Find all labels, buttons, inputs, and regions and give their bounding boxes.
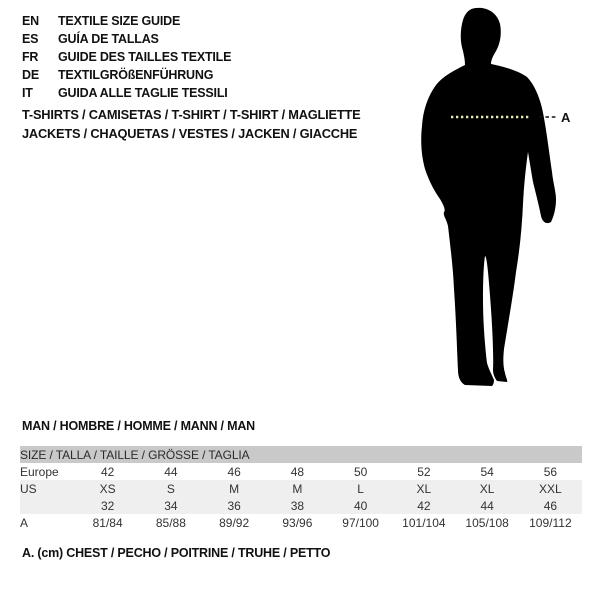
cell: 32 bbox=[100, 498, 115, 513]
cell: 46 bbox=[543, 498, 558, 513]
cell: 101/104 bbox=[402, 515, 446, 530]
measurement-note: A. (cm) CHEST / PECHO / POITRINE / TRUHE / PETTO bbox=[22, 546, 331, 560]
section-heading-man: MAN / HOMBRE / HOMME / MANN / MAN bbox=[22, 419, 255, 433]
cell: 44 bbox=[164, 464, 178, 479]
table-row-us bbox=[20, 480, 582, 497]
language-row-en bbox=[22, 12, 231, 30]
cell: 56 bbox=[543, 464, 558, 479]
language-code: ES bbox=[22, 32, 39, 46]
language-label: TEXTILGRÖßENFÜHRUNG bbox=[58, 68, 214, 82]
table-row-chest-a bbox=[20, 514, 582, 531]
cell: 97/100 bbox=[342, 515, 379, 530]
cell: 38 bbox=[290, 498, 305, 513]
size-section bbox=[20, 419, 582, 531]
cell: 93/96 bbox=[282, 515, 313, 530]
table-row-us-numeric bbox=[20, 497, 582, 514]
row-label: Europe bbox=[20, 464, 59, 479]
cell: 42 bbox=[417, 498, 431, 513]
category-lines bbox=[22, 105, 360, 143]
row-label: A bbox=[20, 515, 29, 530]
language-row-es bbox=[22, 30, 231, 48]
language-label: GUIDE DES TAILLES TEXTILE bbox=[58, 50, 232, 64]
cell: 54 bbox=[480, 464, 494, 479]
cell: 109/112 bbox=[529, 515, 572, 530]
category-line-tshirts: T-SHIRTS / CAMISETAS / T-SHIRT / T-SHIRT / MAGLIETTE bbox=[22, 107, 361, 122]
row-label: US bbox=[20, 481, 37, 496]
cell: 34 bbox=[164, 498, 178, 513]
language-list bbox=[22, 12, 231, 102]
cell: M bbox=[292, 481, 303, 496]
cell: 105/108 bbox=[465, 515, 509, 530]
cell: 36 bbox=[227, 498, 241, 513]
language-label: GUÍA DE TALLAS bbox=[58, 32, 159, 46]
table-row-europe bbox=[20, 463, 582, 480]
row-label bbox=[20, 497, 76, 514]
language-row-it bbox=[22, 84, 231, 102]
man-silhouette bbox=[421, 8, 556, 386]
man-silhouette-figure bbox=[413, 4, 585, 404]
cell: 46 bbox=[227, 464, 241, 479]
size-table bbox=[20, 446, 582, 531]
cell: XL bbox=[479, 481, 495, 496]
language-code: EN bbox=[22, 14, 39, 28]
man-silhouette-svg bbox=[413, 4, 585, 404]
measure-label-a: A bbox=[561, 110, 571, 125]
language-label: TEXTILE SIZE GUIDE bbox=[58, 14, 181, 28]
cell: 81/84 bbox=[92, 515, 123, 530]
language-code: IT bbox=[22, 86, 33, 100]
category-line-jackets: JACKETS / CHAQUETAS / VESTES / JACKEN / GIACCHE bbox=[22, 126, 358, 141]
language-code: FR bbox=[22, 50, 39, 64]
cell: 85/88 bbox=[155, 515, 186, 530]
cell: 42 bbox=[100, 464, 115, 479]
language-row-fr bbox=[22, 48, 231, 66]
cell: 89/92 bbox=[219, 515, 250, 530]
language-code: DE bbox=[22, 68, 39, 82]
cell: 50 bbox=[353, 464, 368, 479]
language-label: GUIDA ALLE TAGLIE TESSILI bbox=[58, 86, 228, 100]
cell: XXL bbox=[539, 481, 562, 496]
cell: M bbox=[229, 481, 240, 496]
cell: 44 bbox=[480, 498, 494, 513]
cell: L bbox=[357, 481, 364, 496]
cell: 40 bbox=[353, 498, 368, 513]
cell: S bbox=[166, 481, 175, 496]
size-table-header: SIZE / TALLA / TAILLE / GRÖSSE / TAGLIA bbox=[20, 446, 582, 463]
language-row-de bbox=[22, 66, 231, 84]
cell: 48 bbox=[290, 464, 305, 479]
cell: XS bbox=[99, 481, 116, 496]
cell: 52 bbox=[417, 464, 431, 479]
cell: XL bbox=[416, 481, 432, 496]
size-table-header-row bbox=[20, 446, 582, 463]
